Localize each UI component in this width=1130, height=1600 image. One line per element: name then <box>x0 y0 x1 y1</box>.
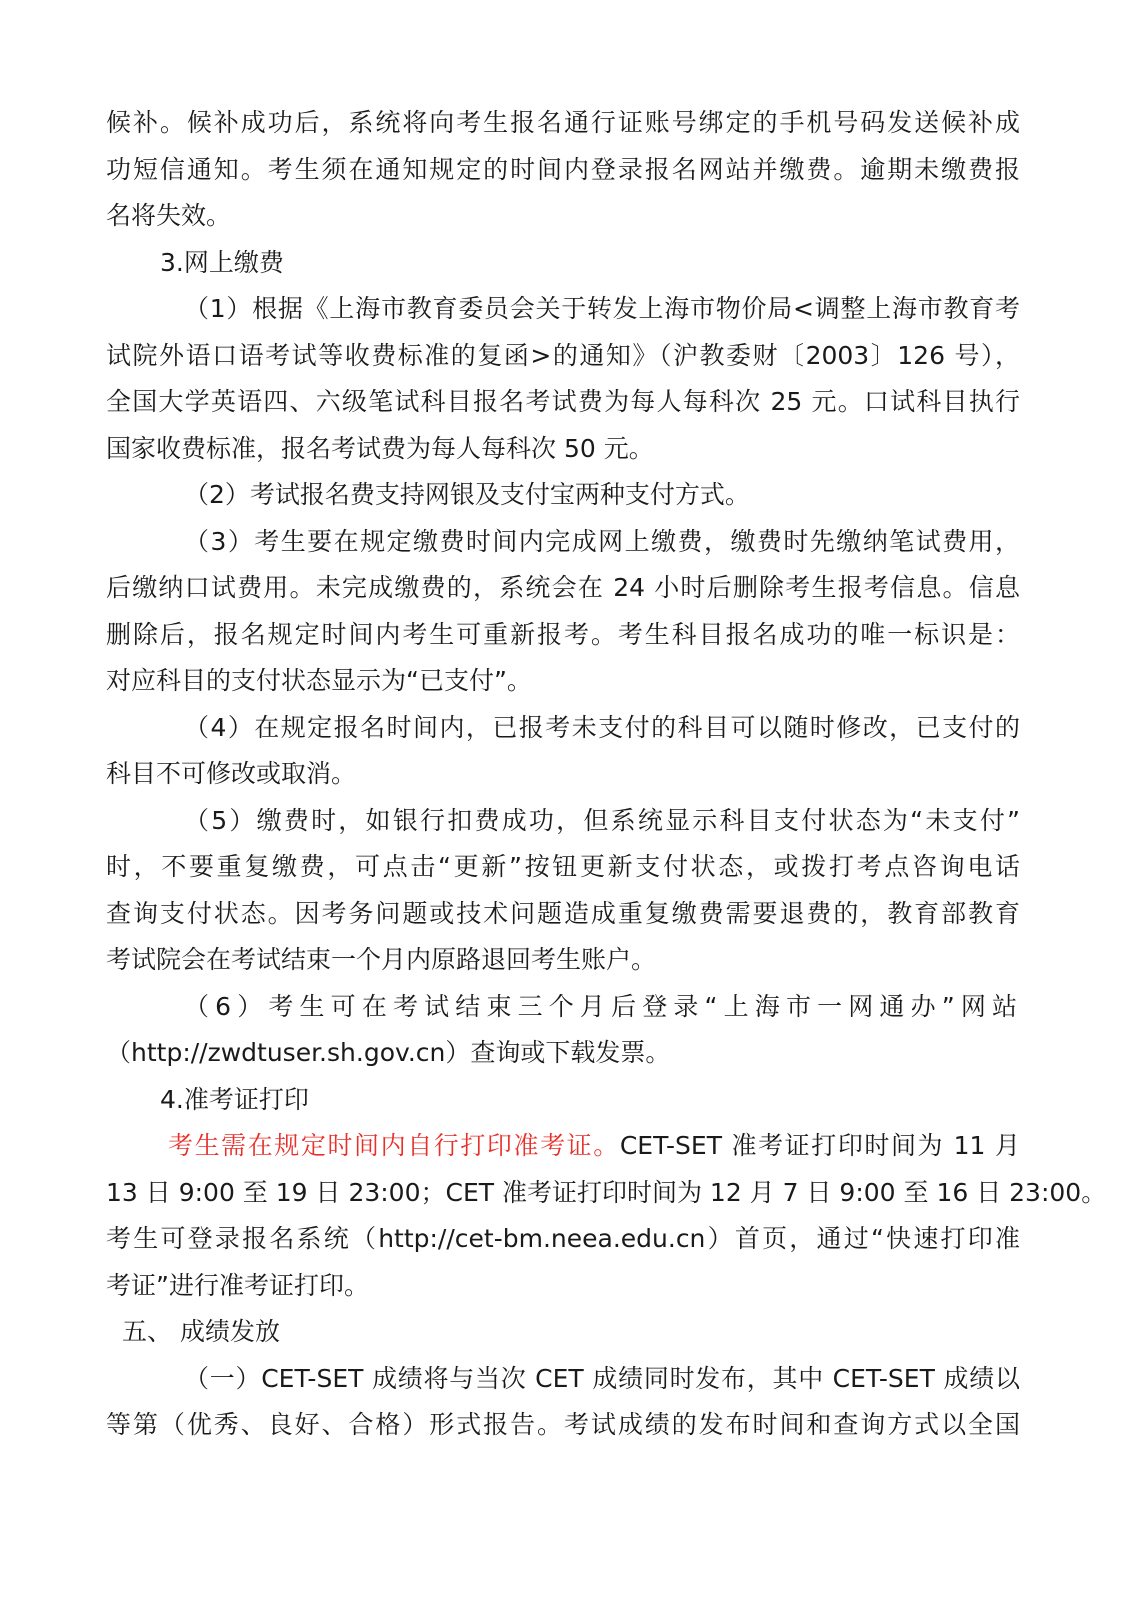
section-heading-admission-ticket: 4.准考证打印 <box>160 1084 309 1114</box>
highlight-red-text: 考生需在规定时间内自行打印准考证。 <box>168 1131 620 1160</box>
paragraph-line: 试院外语口语考试等收费标准的复函>的通知》（沪教委财〔2003〕126 号）， <box>106 340 1020 370</box>
paragraph-line: 全国大学英语四、六级笔试科目报名考试费为每人每科次 25 元。口试科目执行 <box>106 387 1020 416</box>
paragraph-line: 名将失效。 <box>106 201 232 230</box>
paragraph-line: 考试院会在考试结束一个月内原路退回考生账户。 <box>106 945 657 974</box>
paragraph-line: 功短信通知。考生须在通知规定的时间内登录报名网站并缴费。逾期未缴费报 <box>106 154 1020 184</box>
paragraph-line: （http://zwdtuser.sh.gov.cn）查询或下载发票。 <box>106 1038 671 1067</box>
section-heading-online-payment: 3.网上缴费 <box>160 247 284 277</box>
paragraph-line: （4）在规定报名时间内，已报考未支付的科目可以随时修改，已支付的 <box>184 712 1020 742</box>
paragraph-line: 后缴纳口试费用。未完成缴费的，系统会在 24 小时后删除考生报考信息。信息 <box>106 573 1020 602</box>
paragraph-line: 考生可登录报名系统（http://cet-bm.neea.edu.cn）首页，通过“快速打印准 <box>106 1224 1020 1253</box>
section-heading-score-release: 五、 成绩发放 <box>122 1317 280 1346</box>
paragraph-line: 删除后，报名规定时间内考生可重新报考。考生科目报名成功的唯一标识是： <box>106 619 1020 649</box>
paragraph-line <box>106 1123 1020 1170</box>
paragraph-text: CET-SET 准考证打印时间为 11 月 <box>619 1131 1020 1160</box>
paragraph-line: 13 日 9:00 至 19 日 23:00；CET 准考证打印时间为 12 月 7 日 9:00 至 16 日 23:00。 <box>106 1177 1107 1207</box>
paragraph-line: （2）考试报名费支持网银及支付宝两种支付方式。 <box>184 480 750 509</box>
paragraph-line: 查询支付状态。因考务问题或技术问题造成重复缴费需要退费的，教育部教育 <box>106 898 1020 928</box>
paragraph-line: 国家收费标准，报名考试费为每人每科次 50 元。 <box>106 433 654 463</box>
paragraph-line: 等第（优秀、良好、合格）形式报告。考试成绩的发布时间和查询方式以全国 <box>106 1410 1020 1439</box>
paragraph-line: 时，不要重复缴费，可点击“更新”按钮更新支付状态，或拨打考点咨询电话 <box>106 852 1020 881</box>
paragraph-line: （1）根据《上海市教育委员会关于转发上海市物价局<调整上海市教育考 <box>184 294 1020 323</box>
paragraph-line: （6）考生可在考试结束三个月后登录“上海市一网通办”网站 <box>184 991 1020 1021</box>
paragraph-line: （一）CET-SET 成绩将与当次 CET 成绩同时发布，其中 CET-SET 成绩以 <box>184 1363 1020 1393</box>
paragraph-line: （5）缴费时，如银行扣费成功，但系统显示科目支付状态为“未支付” <box>184 805 1020 835</box>
paragraph-line: 考证”进行准考证打印。 <box>106 1270 369 1300</box>
paragraph-line: 对应科目的支付状态显示为“已支付”。 <box>106 666 532 695</box>
paragraph-line: 科目不可修改或取消。 <box>106 759 357 788</box>
paragraph-line: 候补。候补成功后，系统将向考生报名通行证账号绑定的手机号码发送候补成 <box>106 108 1020 137</box>
paragraph-line: （3）考生要在规定缴费时间内完成网上缴费，缴费时先缴纳笔试费用， <box>184 526 1020 556</box>
